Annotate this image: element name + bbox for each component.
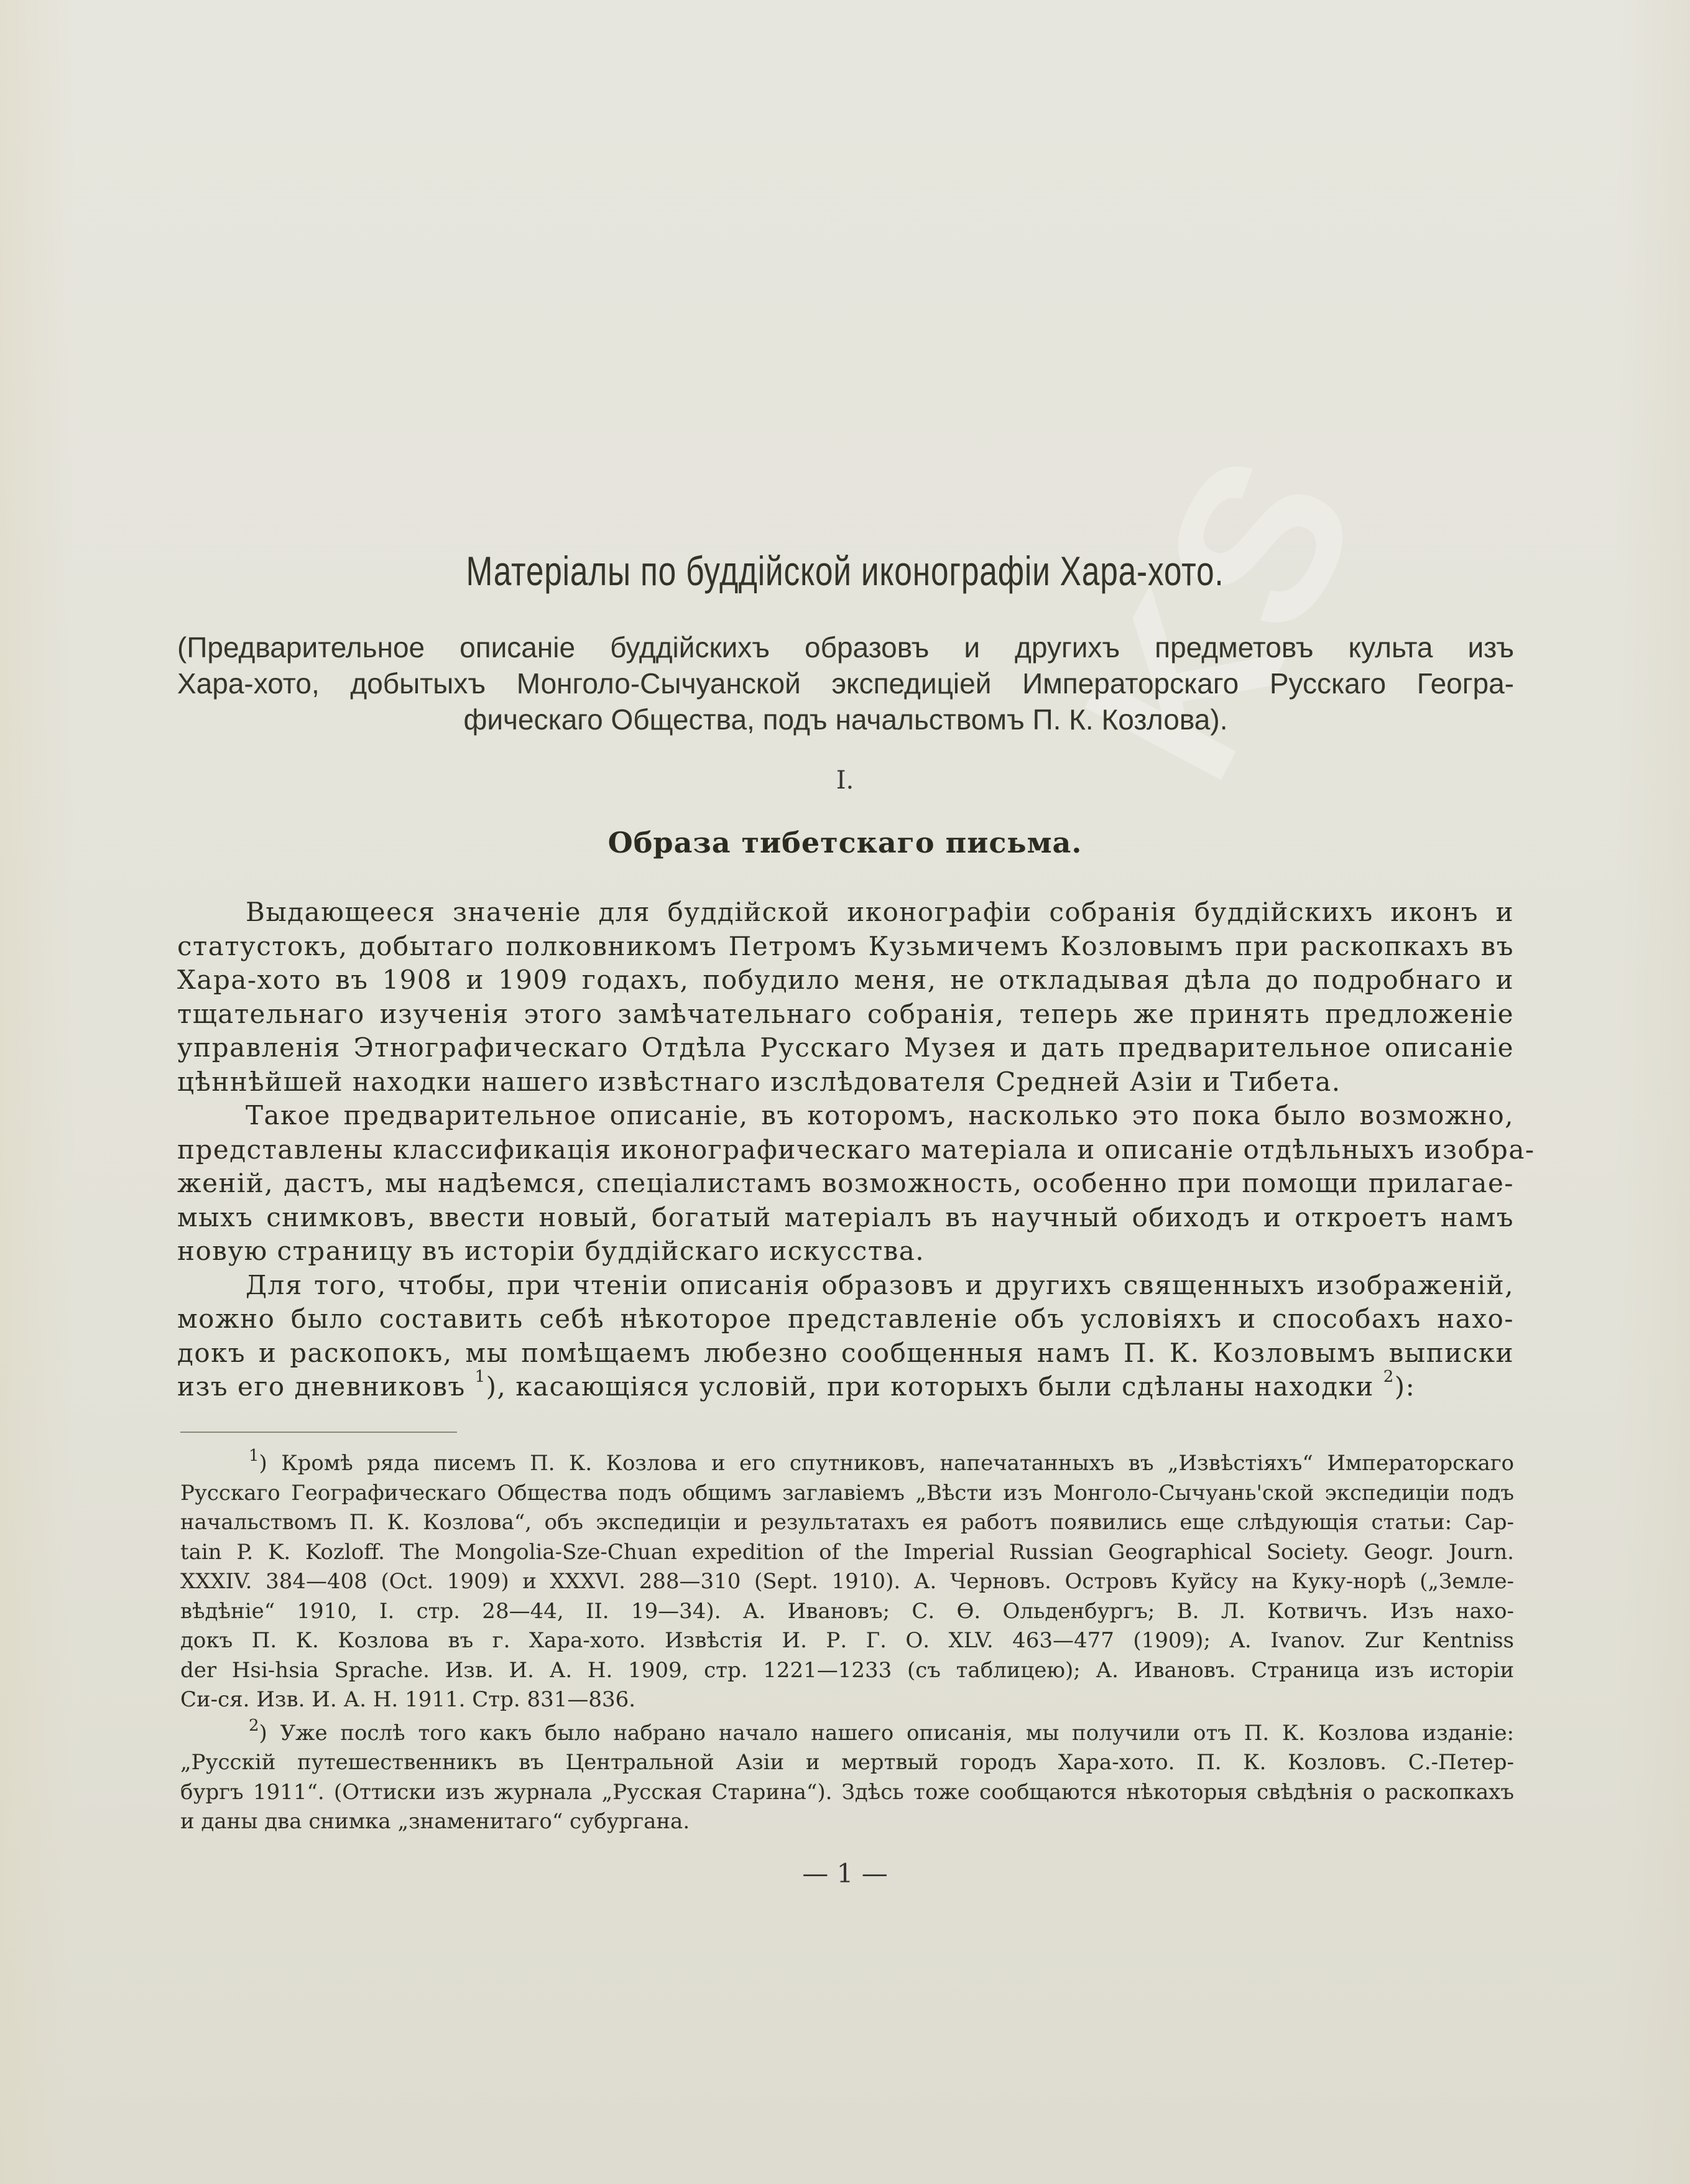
paragraph-line	[177, 1367, 1514, 1404]
footnote-line: Си-ся. Изв. И. А. Н. 1911. Стр. 831—836.	[180, 1687, 636, 1712]
footnote-line: Русскаго Географическаго Общества подъ общимъ заглавіемъ „Вѣсти изъ Монголо-Сычуань'ской экспедиціи подъ	[180, 1480, 1514, 1506]
subtitle	[177, 629, 1514, 738]
paragraph-text: изъ его дневниковъ	[177, 1371, 475, 1402]
footnote-line: докъ П. К. Козлова въ г. Хара-хото. Извѣстія И. Р. Г. О. XLV. 463—477 (1909); A. Ivanov. Zur Kentniss	[180, 1628, 1514, 1653]
paragraph-line: Выдающееся значеніе для буддійской иконографіи собранія буддійскихъ иконъ и	[246, 897, 1514, 927]
subtitle-line: фическаго Общества, подъ начальствомъ П. К. Козлова).	[463, 703, 1228, 736]
page-number: — 1 —	[802, 1858, 888, 1889]
footnote-line	[180, 1716, 1514, 1749]
footnote-marker: 2	[249, 1716, 259, 1735]
footnote-1	[180, 1446, 1514, 1715]
paragraph-line: мыхъ снимковъ, ввести новый, богатый матеріалъ въ научный обиходъ и откроетъ намъ	[177, 1201, 1514, 1233]
paragraph-line: представлены классификація иконографическаго матеріала и описаніе отдѣльныхъ изобра-	[177, 1134, 1535, 1165]
paragraph-line: женій, дастъ, мы надѣемся, спеціалистамъ возможность, особенно при помощи прилагае-	[177, 1168, 1514, 1198]
footnote-ref-2[interactable]: 2	[1383, 1367, 1395, 1386]
footnote-line: и даны два снимка „знаменитаго“ субургана.	[180, 1809, 690, 1834]
watermark: KS	[1035, 412, 1408, 816]
footnotes	[180, 1446, 1514, 1841]
footnote-text: ) Кромѣ ряда писемъ П. К. Козлова и его спутниковъ, напечатанныхъ въ „Извѣстіяхъ“ Императорскаго	[259, 1451, 1514, 1476]
footnote-2	[180, 1716, 1514, 1837]
footnote-line: der Hsi-hsia Sprache. Изв. И. А. Н. 1909, стр. 1221—1233 (съ таблицею); А. Ивановъ. Страница изъ исторіи	[180, 1657, 1514, 1683]
footnote-ref-1[interactable]: 1	[474, 1367, 486, 1386]
paragraph-line: статустокъ, добытаго полковникомъ Петромъ Кузьмичемъ Козловымъ при раскопкахъ въ	[177, 930, 1514, 961]
footnote-line: начальствомъ П. К. Козлова“, объ экспедиціи и результатахъ ея работъ появились еще слѣдующія статьи: Cap-	[180, 1510, 1514, 1535]
paragraph-line: управленія Этнографическаго Отдѣла Русскаго Музея и дать предварительное описаніе	[177, 1032, 1514, 1063]
paragraph-line: Для того, чтобы, при чтеніи описанія образовъ и другихъ священныхъ изображеній,	[246, 1269, 1514, 1300]
subtitle-line: Хара-хото, добытыхъ Монголо-Сычуанской экспедиціей Императорскаго Русскаго Геогра-	[177, 667, 1514, 700]
footnote-line: бургъ 1911“. (Оттиски изъ журнала „Русская Старина“). Здѣсь тоже сообщаются нѣкоторыя свѣдѣнія о раскопкахъ	[180, 1779, 1514, 1805]
footnote-marker: 1	[249, 1446, 259, 1465]
paragraph-line: можно было составить себѣ нѣкоторое представленіе объ условіяхъ и способахъ нахо-	[177, 1303, 1514, 1334]
paragraph-line: цѣннѣйшей находки нашего извѣстнаго изслѣдователя Средней Азіи и Тибета.	[177, 1066, 1341, 1097]
footnote-line: „Русскій путешественникъ въ Центральной Азіи и мертвый городъ Хара-хото. П. К. Козловъ. С.-Петер-	[180, 1750, 1514, 1775]
footnote-line: tain P. K. Kozloff. The Mongolia-Sze-Chuan expedition of the Imperial Russian Geographical Society. Geogr. Journ.	[180, 1539, 1514, 1565]
page-title: Матеріалы по буддійской иконографіи Хара-хото.	[466, 548, 1224, 594]
paragraph-text: ):	[1394, 1371, 1416, 1402]
paragraph-line: Такое предварительное описаніе, въ которомъ, насколько это пока было возможно,	[246, 1100, 1514, 1131]
paragraph-line: Хара-хото въ 1908 и 1909 годахъ, побудило меня, не откладывая дѣла до подробнаго и	[177, 965, 1514, 995]
footnote-line: вѣдѣніе“ 1910, I. стр. 28—44, II. 19—34). А. Ивановъ; С. Ѳ. Ольденбургъ; В. Л. Котвичъ. Изъ нахо-	[180, 1598, 1514, 1624]
footnote-divider	[180, 1432, 457, 1433]
footnote-text: ) Уже послѣ того какъ было набрано начало нашего описанія, мы получили отъ П. К. Козлова изданіе:	[259, 1720, 1514, 1746]
paragraph-text: ), касающіяся условій, при которыхъ были сдѣланы находки	[486, 1371, 1383, 1402]
footnote-line	[180, 1446, 1514, 1479]
section-number: I.	[836, 766, 854, 795]
body-text	[177, 895, 1535, 1404]
subtitle-line: (Предварительное описаніе буддійскихъ образовъ и другихъ предметовъ культа изъ	[177, 631, 1514, 664]
paragraph-line: новую страницу въ исторіи буддійскаго искусства.	[177, 1236, 925, 1266]
paragraph-line: тщательнаго изученія этого замѣчательнаго собранія, теперь же принять предложеніе	[177, 998, 1514, 1029]
section-heading: Образа тибетскаго письма.	[607, 826, 1083, 859]
footnote-line: XXXIV. 384—408 (Oct. 1909) и XXXVI. 288—310 (Sept. 1910). А. Черновъ. Островъ Куйсу на Куку-норѣ („Земле-	[180, 1569, 1514, 1594]
paragraph-line: докъ и раскопокъ, мы помѣщаемъ любезно сообщенныя намъ П. К. Козловымъ выписки	[177, 1337, 1514, 1368]
